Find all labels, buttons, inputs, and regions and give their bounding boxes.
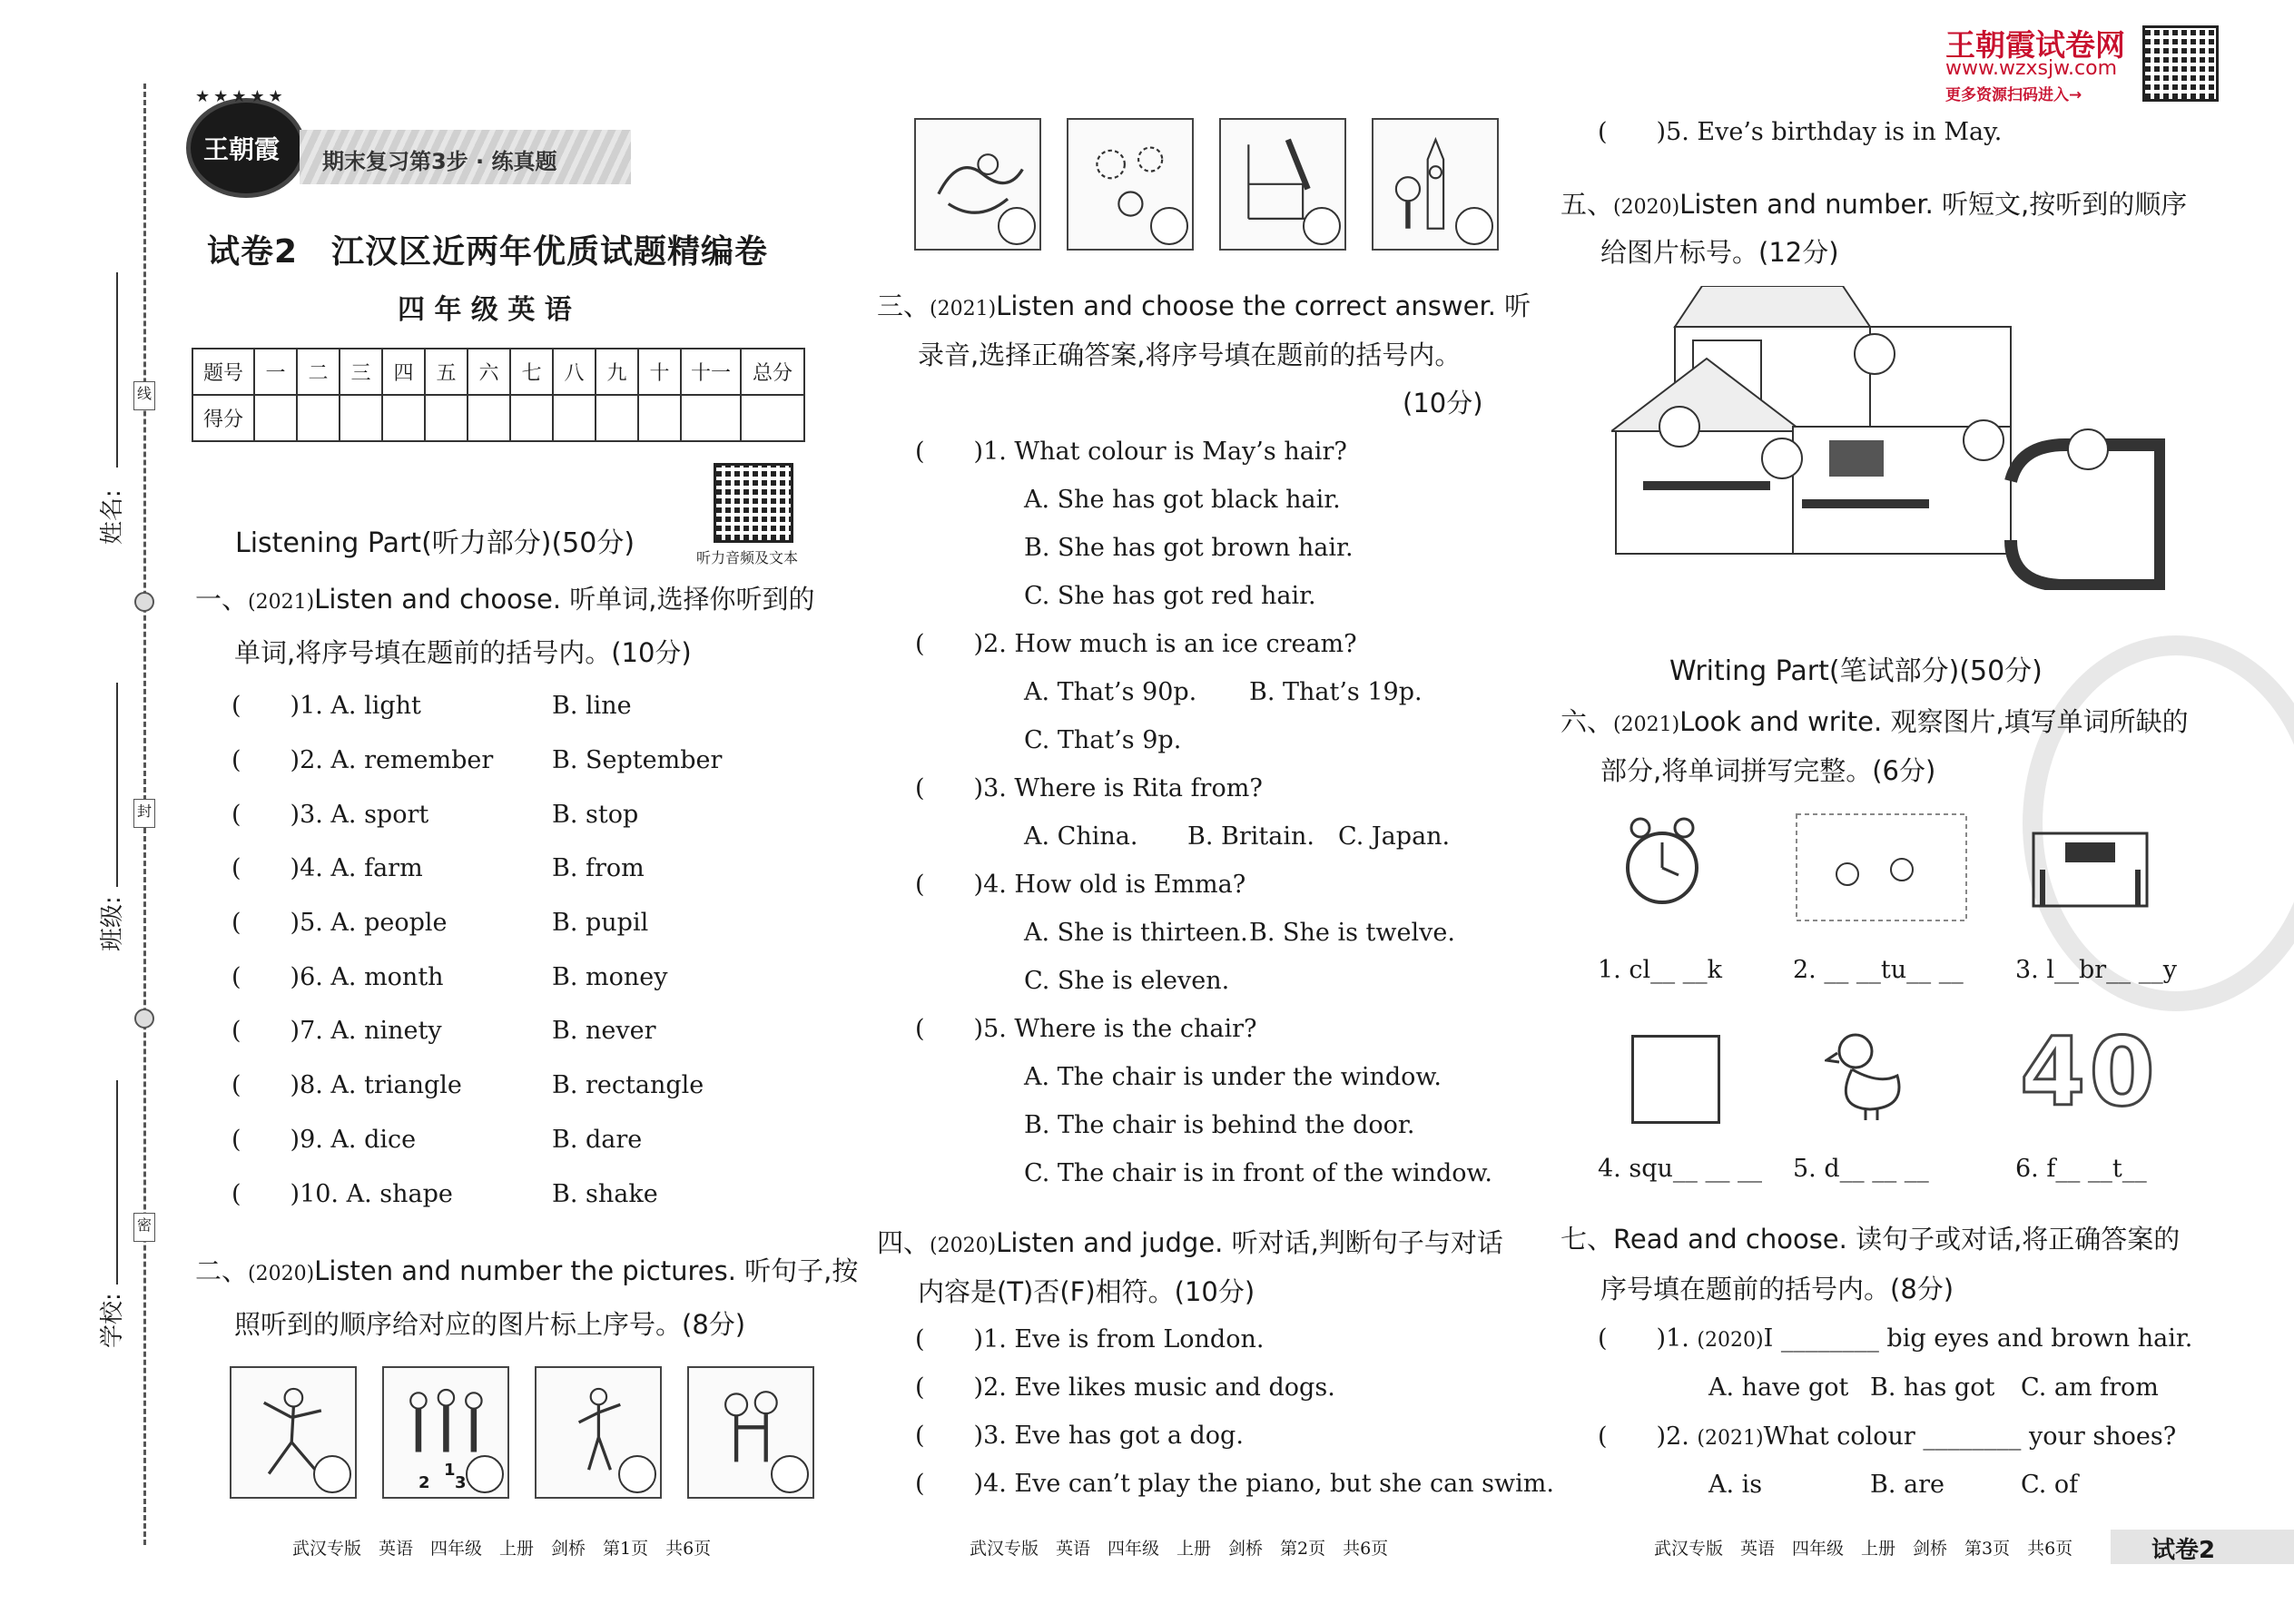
writing-heading: Writing Part(笔试部分)(50分) [1669, 655, 2043, 687]
banner-text: 期末复习第3步 · 练真题 [322, 149, 557, 174]
section3-line2: 录音,选择正确答案,将序号填在题前的括号内。 [918, 340, 1462, 370]
binding-char-feng: 封 [133, 799, 155, 828]
s3-q1: ( )1. What colour is May’s hair? [915, 438, 1347, 466]
logo-text: 王朝霞 [203, 134, 281, 164]
section5-line2: 给图片标号。(12分) [1600, 237, 1839, 268]
duck-illustration [1825, 1026, 1911, 1126]
s4-item-3: ( )3. Eve has got a dog. [915, 1422, 1244, 1450]
listening-heading: Listening Part(听力部分)(50分) [235, 527, 635, 559]
s1-item-a: ( )1. A. light [231, 692, 421, 720]
score-table-score-row [192, 395, 804, 441]
picture-number-2: 2 [418, 1473, 430, 1492]
score-cell: 九 [596, 349, 638, 395]
picture-number-3: 3 [455, 1473, 467, 1492]
section6-line2: 部分,将单词拼写完整。(6分) [1600, 755, 1936, 786]
footer-page-1: 武汉专版 英语 四年级 上册 剑桥 第1页 共6页 [292, 1539, 712, 1559]
score-cell: 八 [553, 349, 596, 395]
section4-instruction: Listen and judge. 听对话,判断句子与对话 [996, 1227, 1503, 1258]
s7-q2-opt-c: C. of [2021, 1471, 2079, 1499]
s3-q4-opt-a: A. She is thirteen. [1024, 919, 1248, 947]
s7-q1 [1598, 1324, 2192, 1353]
section2-instruction: Listen and number the pictures. 听句子,按 [314, 1255, 859, 1286]
s7-q2-opt-b: B. are [1870, 1471, 1944, 1499]
s3-q3-opt-b: B. Britain. [1187, 822, 1314, 851]
s7-q1-paren: ( )1. [1598, 1324, 1698, 1353]
score-input-cell[interactable] [297, 395, 340, 441]
picture-number-1: 1 [444, 1461, 456, 1480]
paper-title: 试卷2 江汉区近两年优质试题精编卷 [207, 233, 769, 271]
s2-picture-three-children [382, 1366, 509, 1499]
crowd-picture-illustration [1793, 811, 1970, 924]
s7-q2-opt-a: A. is [1708, 1471, 1763, 1499]
s3-q3: ( )3. Where is Rita from? [915, 774, 1263, 802]
section6-year: (2021) [1613, 714, 1680, 736]
s3-q2-opt-c: C. That’s 9p. [1024, 726, 1182, 754]
s5-school-picture [1611, 286, 2165, 590]
section3-points: (10分) [1403, 388, 1483, 418]
score-cell: 二 [297, 349, 340, 395]
section1-instruction: Listen and choose. 听单词,选择你听到的 [314, 584, 815, 615]
section7-num: 七、 [1561, 1224, 1614, 1255]
s3-q3-opt-a: A. China. [1024, 822, 1138, 851]
score-cell: 三 [340, 349, 382, 395]
score-input-cell[interactable] [596, 395, 638, 441]
score-input-cell[interactable] [553, 395, 596, 441]
s1-item-1 [231, 692, 421, 721]
s3-q5-opt-b: B. The chair is behind the door. [1024, 1111, 1415, 1139]
name-field[interactable] [116, 272, 118, 468]
answer-circle[interactable] [998, 207, 1036, 245]
section6-num: 六、 [1561, 706, 1614, 737]
s1-item-8-b: B. rectangle [552, 1071, 704, 1099]
score-cell: 六 [468, 349, 510, 395]
s1-item-9: ( )9. A. dice [231, 1126, 417, 1154]
s1-item-10-b: B. shake [552, 1180, 658, 1208]
binding-dot-2 [134, 1009, 154, 1029]
brand-title: 王朝霞试卷网 [1945, 27, 2125, 63]
s3-q4-opt-c: C. She is eleven. [1024, 967, 1230, 995]
school-field[interactable] [116, 1080, 118, 1284]
section7-instruction: Read and choose. 读句子或对话,将正确答案的 [1613, 1224, 2181, 1255]
s7-q1-opt-c: C. am from [2021, 1373, 2159, 1402]
s1-item-6-b: B. money [552, 963, 668, 991]
s1-item-7-b: B. never [552, 1017, 656, 1045]
section5-num: 五、 [1561, 189, 1614, 220]
footer-page-3: 武汉专版 英语 四年级 上册 剑桥 第3页 共6页 [1654, 1539, 2073, 1559]
s6-item-6: 6. f__ __t__ [2015, 1155, 2147, 1183]
section4-line2: 内容是(T)否(F)相符。(10分) [918, 1276, 1255, 1307]
s3-q4: ( )4. How old is Emma? [915, 871, 1246, 899]
section3-year: (2021) [930, 298, 997, 320]
s4-item-2: ( )2. Eve likes music and dogs. [915, 1373, 1335, 1402]
s1-item-9-b: B. dare [552, 1126, 643, 1154]
section6-instruction: Look and write. 观察图片,填写单词所缺的 [1679, 706, 2189, 737]
s3-picture-pencil [1219, 118, 1346, 251]
s3-picture-dragon [914, 118, 1041, 251]
s1-item-10: ( )10. A. shape [231, 1180, 453, 1208]
library-illustration [2024, 815, 2156, 920]
score-input-cell[interactable] [382, 395, 425, 441]
section2-year: (2020) [248, 1263, 315, 1285]
section5-year: (2020) [1613, 196, 1680, 219]
section1-year: (2021) [248, 591, 315, 614]
binding-char-mi: 密 [133, 1213, 155, 1242]
section4-year: (2020) [930, 1235, 997, 1257]
s1-item-4: ( )4. A. farm [231, 854, 423, 882]
s7-q2-text: What colour ________ your shoes? [1763, 1422, 2177, 1451]
answer-circle[interactable] [1303, 207, 1341, 245]
score-cell: 十 [638, 349, 681, 395]
section7-line1 [1561, 1224, 2180, 1255]
section5-line1 [1561, 189, 2187, 221]
score-input-cell[interactable] [254, 395, 297, 441]
answer-circle[interactable] [1455, 207, 1493, 245]
section1-line2: 单词,将序号填在题前的括号内。(10分) [234, 637, 692, 668]
section3-num: 三、 [877, 290, 930, 321]
library-picture [2024, 815, 2156, 920]
score-input-cell[interactable] [681, 395, 741, 441]
score-cell: 五 [425, 349, 468, 395]
answer-circle[interactable] [466, 1455, 504, 1493]
s7-q2 [1598, 1422, 2176, 1452]
score-cell: 十一 [681, 349, 741, 395]
qr-caption: 听力音频及文本 [696, 549, 799, 566]
s1-item-1-b: B. line [552, 692, 632, 720]
s3-q5-opt-c: C. The chair is in front of the window. [1024, 1159, 1493, 1187]
section4-line1 [877, 1227, 1503, 1259]
binding-char-xian: 线 [133, 381, 155, 410]
score-input-cell[interactable] [741, 395, 804, 441]
s7-q2-year: (2021) [1697, 1427, 1764, 1450]
class-label: 班级: [99, 896, 126, 951]
score-input-cell[interactable] [638, 395, 681, 441]
brand-more: 更多资源扫码进入→ [1945, 86, 2082, 104]
s1-item-5: ( )5. A. people [231, 909, 448, 937]
s4-item-1: ( )1. Eve is from London. [915, 1325, 1265, 1353]
s7-q1-opt-b: B. has got [1870, 1373, 1995, 1402]
brand-qr-code[interactable] [2142, 25, 2219, 102]
section2-line2: 照听到的顺序给对应的图片标上序号。(8分) [234, 1309, 746, 1340]
s3-q2-opt-a: A. That’s 90p. [1024, 678, 1197, 706]
score-cell: 一 [254, 349, 297, 395]
s1-item-3: ( )3. A. sport [231, 801, 429, 829]
score-cell: 得分 [192, 395, 254, 441]
s7-q1-opt-a: A. have got [1708, 1373, 1849, 1402]
section3-instruction: Listen and choose the correct answer. 听 [996, 290, 1531, 321]
score-cell: 总分 [741, 349, 804, 395]
s3-q5: ( )5. Where is the chair? [915, 1015, 1257, 1043]
s3-q3-opt-c: C. Japan. [1338, 822, 1451, 851]
score-cell: 七 [510, 349, 553, 395]
s1-item-4-b: B. from [552, 854, 645, 882]
binding-dot-1 [134, 592, 154, 612]
s3-q5-opt-a: A. The chair is under the window. [1024, 1063, 1442, 1091]
section2-num: 二、 [195, 1255, 249, 1286]
s6-item-1: 1. cl__ __k [1598, 956, 1723, 984]
s3-picture-big-ben [1372, 118, 1499, 251]
wangzhaoxia-logo [186, 98, 306, 198]
s3-q1-opt-a: A. She has got black hair. [1024, 486, 1341, 514]
score-input-cell[interactable] [468, 395, 510, 441]
s1-item-2-b: B. September [552, 746, 723, 774]
s6-item-2: 2. __ __tu__ __ [1793, 956, 1964, 984]
s7-q2-paren: ( )2. [1598, 1422, 1698, 1451]
score-input-cell[interactable] [510, 395, 553, 441]
section1-line1 [195, 584, 815, 615]
listening-qr-code[interactable] [714, 463, 793, 543]
s1-item-3-b: B. stop [552, 801, 639, 829]
answer-circle[interactable] [771, 1455, 809, 1493]
s1-item-7: ( )7. A. ninety [231, 1017, 442, 1045]
s2-picture-dancer [230, 1366, 357, 1499]
score-table [192, 348, 805, 442]
answer-circle[interactable] [1150, 207, 1188, 245]
footer-tag: 试卷2 [2151, 1537, 2216, 1564]
s2-picture-girl-steps [535, 1366, 662, 1499]
clock-picture [1620, 815, 1704, 915]
forty-picture: 40 [2020, 1017, 2159, 1127]
s2-picture-girls-hug [687, 1366, 814, 1499]
square-picture [1631, 1035, 1720, 1124]
s4-item-5: ( )5. Eve’s birthday is in May. [1598, 118, 2003, 146]
answer-circle[interactable] [618, 1455, 656, 1493]
clock-illustration [1620, 815, 1704, 915]
section2-line1 [195, 1255, 858, 1287]
s4-item-4: ( )4. Eve can’t play the piano, but she can swim. [915, 1470, 1554, 1498]
s3-q1-opt-b: B. She has got brown hair. [1024, 534, 1354, 562]
s3-q2-opt-b: B. That’s 19p. [1249, 678, 1423, 706]
footer-page-2: 武汉专版 英语 四年级 上册 剑桥 第2页 共6页 [970, 1539, 1389, 1559]
section4-num: 四、 [877, 1227, 930, 1258]
brand-url[interactable]: www.wzxsjw.com [1945, 57, 2118, 80]
school-building-illustration [1611, 286, 2165, 590]
paper-subtitle: 四 年 级 英 语 [398, 294, 572, 326]
s1-item-8: ( )8. A. triangle [231, 1071, 462, 1099]
s6-item-3: 3. l__br__ __y [2015, 956, 2178, 984]
score-cell: 四 [382, 349, 425, 395]
answer-circle[interactable] [313, 1455, 351, 1493]
s7-q1-text: I ________ big eyes and brown hair. [1763, 1324, 2193, 1353]
section5-instruction: Listen and number. 听短文,按听到的顺序 [1679, 189, 2188, 220]
score-table-header-row [192, 349, 804, 395]
section1-num: 一、 [195, 584, 249, 615]
score-input-cell[interactable] [425, 395, 468, 441]
s6-item-5: 5. d__ __ __ [1793, 1155, 1929, 1183]
score-cell: 题号 [192, 349, 254, 395]
school-label: 学校: [99, 1293, 126, 1348]
section6-line1 [1561, 706, 2189, 738]
s1-item-5-b: B. pupil [552, 909, 649, 937]
s7-q1-year: (2020) [1697, 1329, 1764, 1352]
section7-line2: 序号填在题前的括号内。(8分) [1600, 1274, 1954, 1304]
class-field[interactable] [116, 683, 118, 887]
s3-q1-opt-c: C. She has got red hair. [1024, 582, 1316, 610]
score-input-cell[interactable] [340, 395, 382, 441]
picture-picture [1793, 811, 1970, 924]
duck-picture [1825, 1026, 1911, 1126]
s3-q4-opt-b: B. She is twelve. [1249, 919, 1455, 947]
section3-line1 [877, 290, 1531, 322]
s6-item-4: 4. squ__ __ __ [1598, 1155, 1763, 1183]
name-label: 姓名: [99, 489, 126, 545]
s3-picture-fireworks [1067, 118, 1194, 251]
s1-item-6: ( )6. A. month [231, 963, 444, 991]
s3-q2: ( )2. How much is an ice cream? [915, 630, 1357, 658]
logo-stars: ★★★★★ [195, 87, 287, 106]
s1-item-2: ( )2. A. remember [231, 746, 494, 774]
